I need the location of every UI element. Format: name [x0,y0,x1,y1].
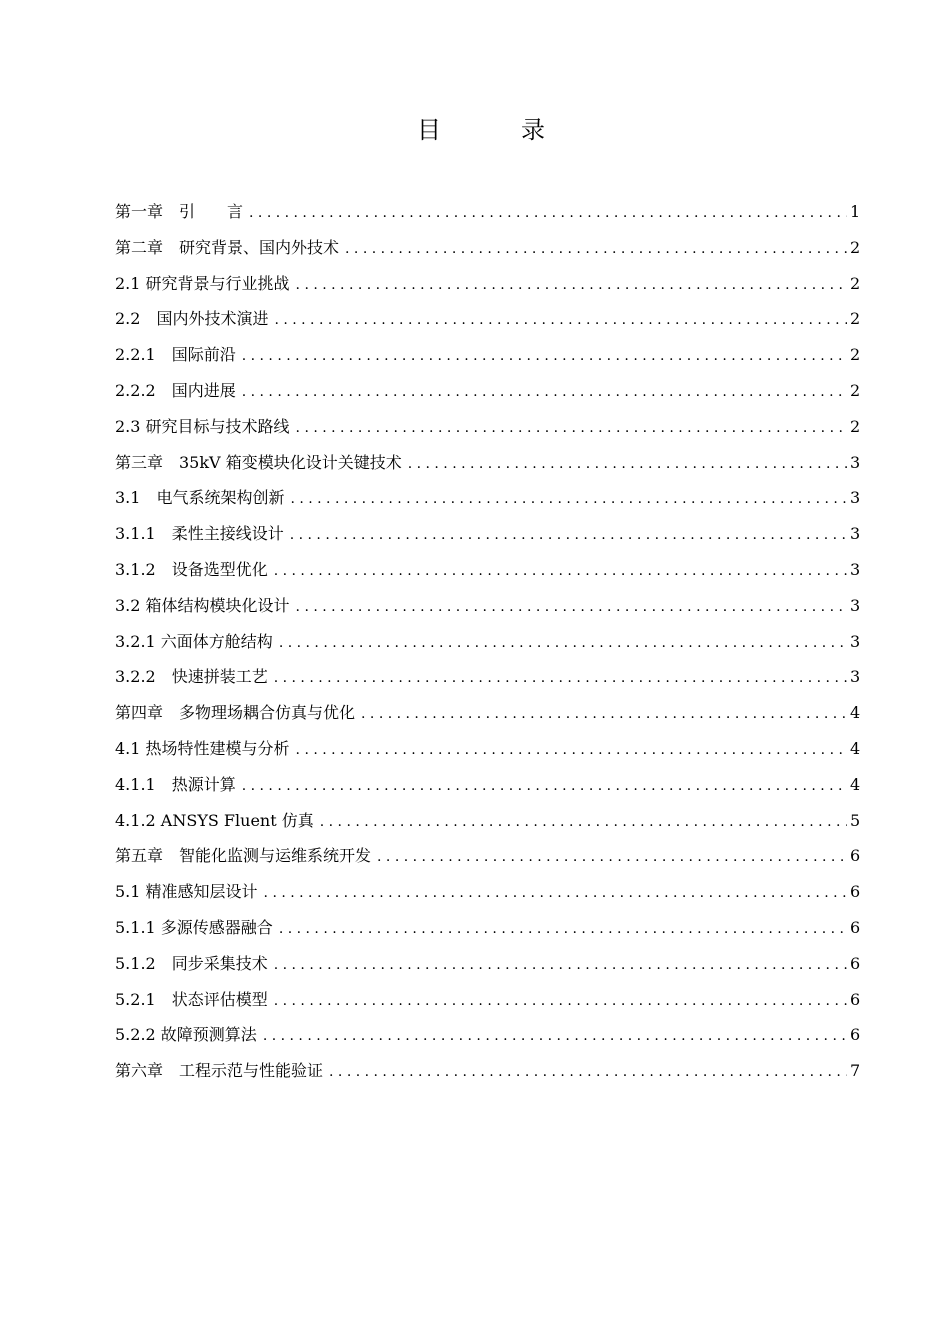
toc-page-number: 6 [850,989,861,1009]
toc-title: 目 录 [417,116,573,144]
toc-page-number: 3 [850,559,861,579]
toc-entry-label: 2.2.1 国际前沿 [115,345,236,365]
toc-entry[interactable] [115,874,860,910]
toc-dot-leader [377,840,847,876]
toc-entry[interactable] [115,838,860,874]
toc-dot-leader [249,196,847,232]
toc-page-number: 2 [850,416,861,436]
toc-entry-label: 2.3 研究目标与技术路线 [115,416,290,436]
toc-entry-label: 3.2 箱体结构模块化设计 [115,595,290,615]
toc-page-number: 6 [850,846,861,866]
toc-entry-label: 2.2.2 国内进展 [115,380,236,400]
toc-entry-label: 3.1 电气系统架构创新 [115,488,285,508]
toc-page-number: 3 [850,631,861,651]
toc-page-number: 7 [850,1061,861,1081]
toc-entry-label: 第五章 智能化监测与运维系统开发 [115,846,372,866]
toc-entry[interactable] [115,803,860,839]
toc-entry-label: 3.2.2 快速拼装工艺 [115,667,268,687]
toc-dot-leader [296,411,847,447]
toc-page-number: 4 [850,703,861,723]
toc-entry-label: 5.1.1 多源传感器融合 [115,917,273,937]
toc-list [115,194,860,1089]
toc-entry[interactable] [115,624,860,660]
toc-entry[interactable] [115,982,860,1018]
toc-dot-leader [274,984,847,1020]
toc-dot-leader [242,769,847,805]
toc-entry-label: 3.1.1 柔性主接线设计 [115,524,284,544]
toc-entry[interactable] [115,1053,860,1089]
toc-entry-label: 4.1.1 热源计算 [115,774,236,794]
toc-entry-label: 3.1.2 设备选型优化 [115,559,268,579]
toc-page-number: 3 [850,488,861,508]
toc-entry[interactable] [115,480,860,516]
toc-page-number: 6 [850,953,861,973]
toc-dot-leader [274,661,847,697]
toc-dot-leader [290,518,847,554]
toc-entry[interactable] [115,659,860,695]
toc-entry[interactable] [115,731,860,767]
toc-dot-leader [361,697,847,733]
toc-entry-label: 4.1.2 ANSYS Fluent 仿真 [115,810,314,830]
toc-entry-label: 5.1 精准感知层设计 [115,882,258,902]
toc-page-number: 2 [850,237,861,257]
toc-dot-leader [279,626,847,662]
toc-dot-leader [329,1055,847,1091]
toc-dot-leader [296,733,847,769]
toc-page-number: 6 [850,882,861,902]
toc-dot-leader [274,303,847,339]
toc-entry-label: 第四章 多物理场耦合仿真与优化 [115,703,356,723]
toc-dot-leader [296,590,847,626]
toc-page-number: 6 [850,1025,861,1045]
toc-dot-leader [264,876,847,912]
toc-dot-leader [263,1019,847,1055]
toc-dot-leader [274,948,847,984]
toc-entry-label: 2.2 国内外技术演进 [115,309,269,329]
toc-page-number: 4 [850,738,861,758]
toc-entry[interactable] [115,946,860,982]
toc-dot-leader [290,482,847,518]
toc-page-number: 2 [850,309,861,329]
toc-dot-leader [320,805,847,841]
toc-page-number: 1 [850,202,861,221]
toc-entry[interactable] [115,516,860,552]
toc-page-number: 2 [850,380,861,400]
toc-page-number: 5 [850,810,861,830]
toc-entry-label: 第六章 工程示范与性能验证 [115,1061,324,1081]
toc-entry[interactable] [115,767,860,803]
toc-dot-leader [242,375,847,411]
toc-entry-label: 5.1.2 同步采集技术 [115,953,268,973]
toc-entry[interactable] [115,588,860,624]
toc-dot-leader [408,447,847,483]
toc-page-number: 3 [850,667,861,687]
toc-entry-label: 第一章 引 言 [115,202,244,221]
toc-page-number: 2 [850,345,861,365]
toc-page-number: 4 [850,774,861,794]
toc-page-number: 2 [850,273,861,293]
toc-entry-label: 第二章 研究背景、国内外技术 [115,237,340,257]
toc-dot-leader [279,912,847,948]
toc-entry[interactable] [115,1017,860,1053]
toc-entry[interactable] [115,409,860,445]
toc-entry-label: 2.1 研究背景与行业挑战 [115,273,290,293]
toc-entry[interactable] [115,373,860,409]
toc-entry[interactable] [115,445,860,481]
toc-dot-leader [296,268,847,304]
toc-entry[interactable] [115,194,860,230]
toc-entry-label: 5.2.1 状态评估模型 [115,989,268,1009]
toc-dot-leader [345,232,847,268]
toc-page-number: 6 [850,917,861,937]
toc-entry-label: 4.1 热场特性建模与分析 [115,738,290,758]
toc-entry[interactable] [115,266,860,302]
toc-entry[interactable] [115,230,860,266]
toc-entry[interactable] [115,695,860,731]
toc-entry-label: 第三章 35kV 箱变模块化设计关键技术 [115,452,402,472]
toc-page-number: 3 [850,452,861,472]
toc-entry[interactable] [115,337,860,373]
toc-entry[interactable] [115,552,860,588]
toc-entry-label: 5.2.2 故障预测算法 [115,1025,257,1045]
toc-entry[interactable] [115,301,860,337]
toc-entry-label: 3.2.1 六面体方舱结构 [115,631,273,651]
toc-entry[interactable] [115,910,860,946]
toc-dot-leader [242,339,847,375]
toc-page-number: 3 [850,524,861,544]
toc-page-number: 3 [850,595,861,615]
toc-dot-leader [274,554,847,590]
